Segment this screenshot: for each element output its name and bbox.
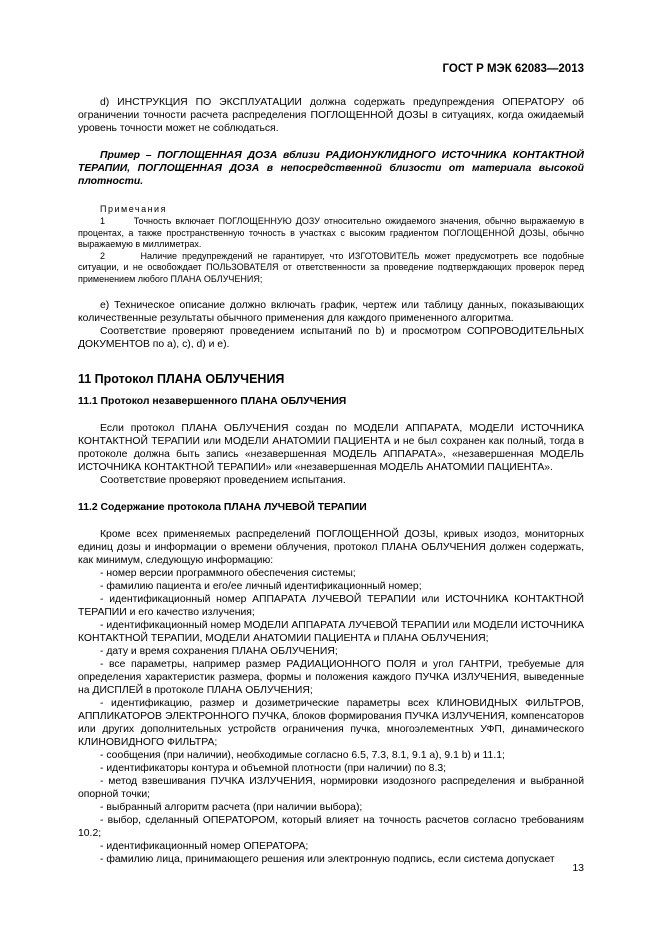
list-item: - идентификаторы контура и объемной плотности (при наличии) по 8.3;: [100, 763, 447, 774]
note-item: [78, 216, 584, 251]
list-item: - дату и время сохранения ПЛАНА ОБЛУЧЕНИЯ;: [100, 646, 338, 657]
list-item: - идентификационный номер ОПЕРАТОРА;: [100, 841, 309, 852]
list-item: - фамилию лица, принимающего решения или электронную подпись, если система допускает: [100, 854, 555, 865]
section-11-title: 11 Протокол ПЛАНА ОБЛУЧЕНИЯ: [78, 372, 285, 386]
list-item: - метод взвешивания ПУЧКА ИЗЛУЧЕНИЯ, нормировки изодозного распределения и выбранной опорной точки;: [78, 776, 584, 800]
page-number: 13: [572, 862, 584, 874]
subsection-11-2-title: 11.2 Содержание протокола ПЛАНА ЛУЧЕВОЙ ТЕРАПИИ: [78, 502, 367, 513]
subsection-11-1-text: Если протокол ПЛАНА ОБЛУЧЕНИЯ создан по МОДЕЛИ АППАРАТА, МОДЕЛИ ИСТОЧНИКА КОНТАКТНОЙ ТЕРАПИИ или МОДЕЛИ АНАТОМИИ ПАЦИЕНТА и не был сохранен как полный, тогда в протоколе должна быть запись «незавершенная МОДЕЛЬ АППАРАТА», «незавершенная МОДЕЛЬ ИСТОЧНИКА КОНТАКТНОЙ ТЕРАПИИ» или «незавершенная МОДЕЛЬ АНАТОМИИ ПАЦИЕНТА».: [78, 423, 584, 473]
subsection-11-1-title: 11.1 Протокол незавершенного ПЛАНА ОБЛУЧЕНИЯ: [78, 396, 347, 407]
list-item: - фамилию пациента и его/ее личный идентификационный номер;: [100, 581, 422, 592]
list-item: - номер версии программного обеспечения системы;: [100, 568, 356, 579]
section-e-compliance: Соответствие проверяют проведением испытаний по b) и просмотром СОПРОВОДИТЕЛЬНЫХ ДОКУМЕНТОВ по а), c), d) и e).: [78, 326, 584, 350]
list-item: - идентификационный номер МОДЕЛИ АППАРАТА ЛУЧЕВОЙ ТЕРАПИИ или МОДЕЛИ ИСТОЧНИКА КОНТАКТНОЙ ТЕРАПИИ, МОДЕЛИ АНАТОМИИ ПАЦИЕНТА и ПЛАНА ОБЛУЧЕНИЯ;: [78, 620, 584, 644]
note-text: Наличие предупреждений не гарантирует, что ИЗГОТОВИТЕЛЬ может предусмотреть все подобные ситуации, и не освобождает ПОЛЬЗОВАТЕЛЯ от ответственности за проведение подтверждающих проверок перед применением любого ПЛАНА ОБЛУЧЕНИЯ;: [78, 250, 584, 284]
note-number: 2: [100, 250, 106, 261]
section-e-paragraph: e) Техническое описание должно включать график, чертеж или таблицу данных, показывающих количественные результаты обычного применения для каждого примененного алгоритма.: [78, 300, 584, 324]
example-paragraph: Пример – ПОГЛОЩЕННАЯ ДОЗА вблизи РАДИОНУКЛИДНОГО ИСТОЧНИКА КОНТАКТНОЙ ТЕРАПИИ, ПОГЛОЩЕННАЯ ДОЗА в непосредственной близости от материала высокой плотности.: [78, 150, 584, 187]
notes-list: [78, 216, 584, 285]
note-item: [78, 251, 584, 286]
required-info-list: [78, 567, 584, 866]
note-number: 1: [100, 216, 106, 226]
note-text: Точность включает ПОГЛОЩЕННУЮ ДОЗУ относительно ожидаемого значения, обычно выражаемую в процентах, а также пространственную точность в участках с высоким градиентом ПОГЛОЩЕННОЙ ДОЗЫ, обычно выражаемую в миллиметрах.: [78, 216, 584, 249]
standard-header: ГОСТ Р МЭК 62083—2013: [442, 63, 584, 75]
list-item: - выбранный алгоритм расчета (при наличии выбора);: [100, 802, 363, 813]
subsection-11-1-compliance: Соответствие проверяют проведением испытания.: [100, 475, 346, 486]
notes-title: Примечания: [100, 204, 167, 214]
list-item: - сообщения (при наличии), необходимые согласно 6.5, 7.3, 8.1, 9.1 а), 9.1 b) и 11.1;: [100, 750, 505, 761]
list-item: - идентификационный номер АППАРАТА ЛУЧЕВОЙ ТЕРАПИИ или ИСТОЧНИКА КОНТАКТНОЙ ТЕРАПИИ и его качество излучения;: [78, 594, 584, 618]
page-content: [78, 96, 584, 866]
list-item: - идентификацию, размер и дозиметрические параметры всех КЛИНОВИДНЫХ ФИЛЬТРОВ, АППЛИКАТОРОВ ЭЛЕКТРОННОГО ПУЧКА, блоков формирования ПУЧКА ИЗЛУЧЕНИЯ, компенсаторов или других дополнительных устройств ограничения пучка, многоэлементных УФП, динамического КЛИНОВИДНОГО ФИЛЬТРА;: [78, 698, 584, 748]
section-d-paragraph: d) ИНСТРУКЦИЯ ПО ЭКСПЛУАТАЦИИ должна содержать предупреждения ОПЕРАТОРУ об ограничении точности расчета распределения ПОГЛОЩЕННОЙ ДОЗЫ в ситуациях, когда ожидаемый уровень точности может не соблюдаться.: [78, 97, 584, 134]
list-item: - все параметры, например размер РАДИАЦИОННОГО ПОЛЯ и угол ГАНТРИ, требуемые для определения характеристик размера, формы и положения каждого ПУЧКА ИЗЛУЧЕНИЯ, выведенные на ДИСПЛЕЙ в протоколе ПЛАНА ОБЛУЧЕНИЯ;: [78, 659, 584, 696]
list-item: - выбор, сделанный ОПЕРАТОРОМ, который влияет на точность расчетов согласно требованиям 10.2;: [78, 815, 584, 839]
subsection-11-2-intro: Кроме всех применяемых распределений ПОГЛОЩЕННОЙ ДОЗЫ, кривых изодоз, мониторных единиц дозы и информации о времени облучения, протокол ПЛАНА ОБЛУЧЕНИЯ должен содержать, как минимум, следующую информацию:: [78, 529, 584, 566]
